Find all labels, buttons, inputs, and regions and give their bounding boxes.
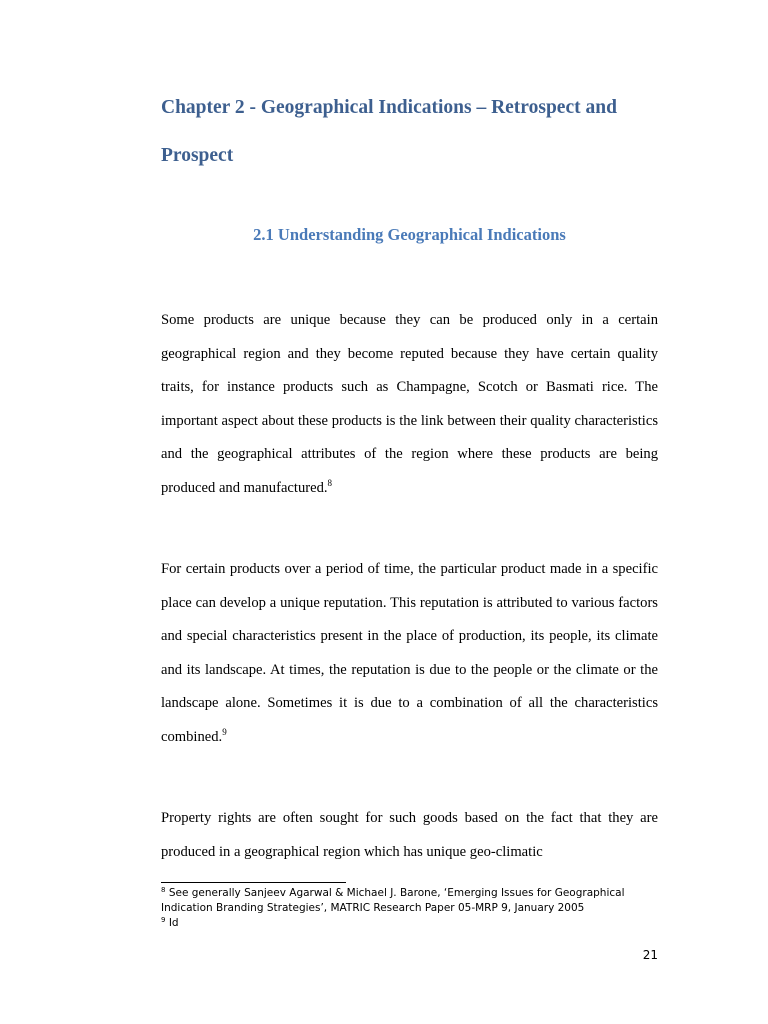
footnote-text: Id [168, 917, 179, 929]
footnote-reference: 8 [327, 477, 333, 488]
footnote-separator [161, 882, 346, 883]
page-number: 21 [642, 948, 658, 962]
footnote [161, 916, 661, 931]
footnotes [161, 886, 661, 931]
body-paragraph [161, 553, 658, 754]
paragraph-text: Some products are unique because they can be produced only in a certain geographical region and they become reputed because they have certain quality traits, for instance products such as Champagne, Scotch or Basmati rice. The important aspect about these products is the link between their quality characteristics and the geographical attributes of the region where these products are being produced and manufactured. [161, 312, 658, 496]
footnote-marker: 9 [161, 916, 166, 924]
footnote-reference: 9 [222, 726, 227, 737]
body-paragraph [161, 802, 658, 869]
paragraph-text: Property rights are often sought for such goods based on the fact that they are produced in a geographical region which has unique geo-climatic [161, 810, 658, 860]
section-heading: 2.1 Understanding Geographical Indications [253, 225, 566, 244]
footnote-text: See generally Sanjeev Agarwal & Michael J. Barone, ‘Emerging Issues for Geographical Indication Branding Strategies’, MATRIC Research Paper 05-MRP 9, January 2005 [161, 887, 625, 914]
chapter-title: Chapter 2 - Geographical Indications – Retrospect and Prospect [161, 97, 617, 166]
paragraph-text: For certain products over a period of time, the particular product made in a specific place can develop a unique reputation. This reputation is attributed to various factors and special characteristics present in the place of production, its people, its climate and its landscape. At times, the reputation is due to the people or the climate or the landscape alone. Sometimes it is due to a combination of all the characteristics combined. [161, 561, 658, 745]
footnote-marker: 8 [161, 886, 166, 894]
body-paragraph [161, 304, 658, 505]
footnote [161, 886, 661, 916]
